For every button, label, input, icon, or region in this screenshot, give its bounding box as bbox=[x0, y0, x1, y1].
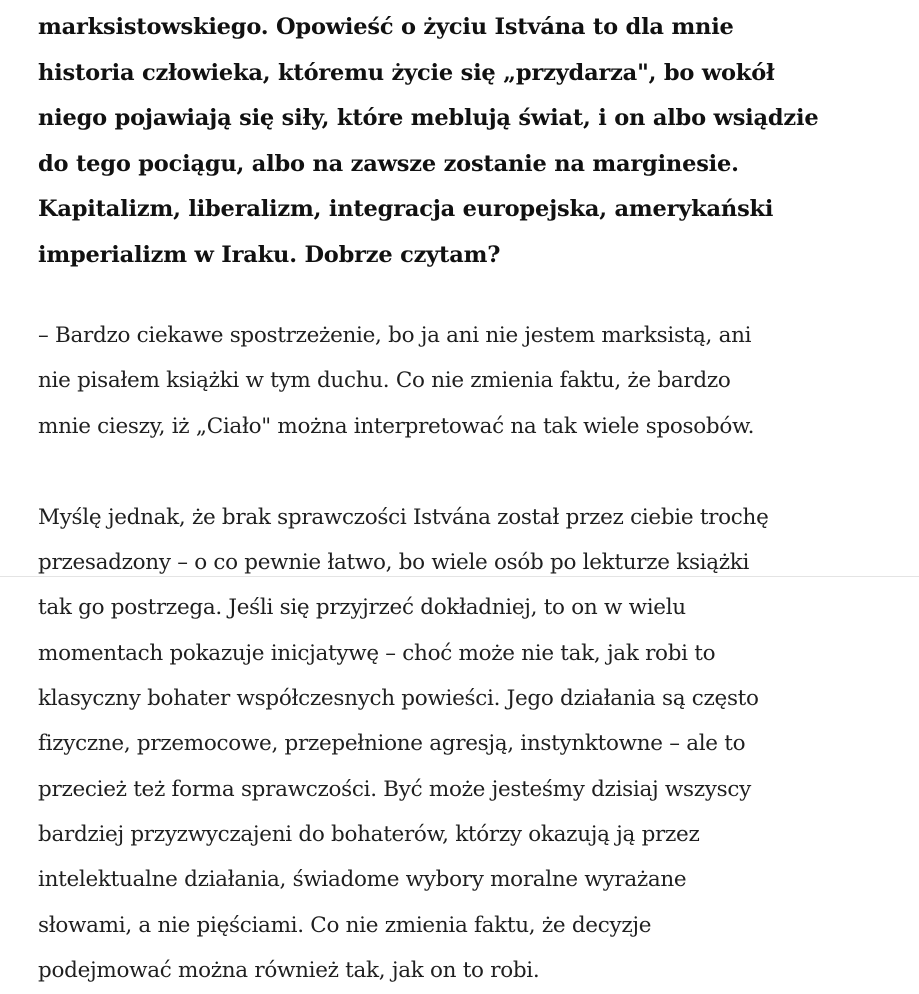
section-divider bbox=[0, 576, 919, 577]
interview-question: marksistowskiego. Opowieść o życiu Istvána to dla mnie historia człowieka, któremu życie się „przydarza", bo wokół niego pojawiają się siły, które meblują świat, i on albo wsiądzie do tego pociągu, albo na zawsze zostanie na marginesie. Kapitalizm, liberalizm, integracja europejska, amerykański imperializm w Iraku. Dobrze czytam? bbox=[38, 14, 819, 268]
interview-answer-paragraph-2: Myślę jednak, że brak sprawczości Istvána został przez ciebie trochę przesadzony – o co pewnie łatwo, bo wiele osób po lekturze książki tak go postrzega. Jeśli się przyjrzeć dokładniej, to on w wielu momentach pokazuje inicjatywę – choć może nie tak, jak robi to klasyczny bohater współczesnych powieści. Jego działania są często fizyczne, przemocowe, przepełnione agresją, instynktowne – ale to przecież też forma sprawczości. Być może jesteśmy dzisiaj wszyscy bardziej przyzwyczajeni do bohaterów, którzy okazują ją przez intelektualne działania, świadome wybory moralne wyrażane słowami, a nie pięściami. Co nie zmienia faktu, że decyzje podejmować można również tak, jak on to robi. bbox=[38, 504, 769, 983]
article-body bbox=[38, 0, 888, 993]
interview-answer-paragraph-1: – Bardzo ciekawe spostrzeżenie, bo ja ani nie jestem marksistą, ani nie pisałem książki w tym duchu. Co nie zmienia faktu, że bardzo mnie cieszy, iż „Ciało" można interpretować na tak wiele sposobów. bbox=[38, 323, 755, 439]
